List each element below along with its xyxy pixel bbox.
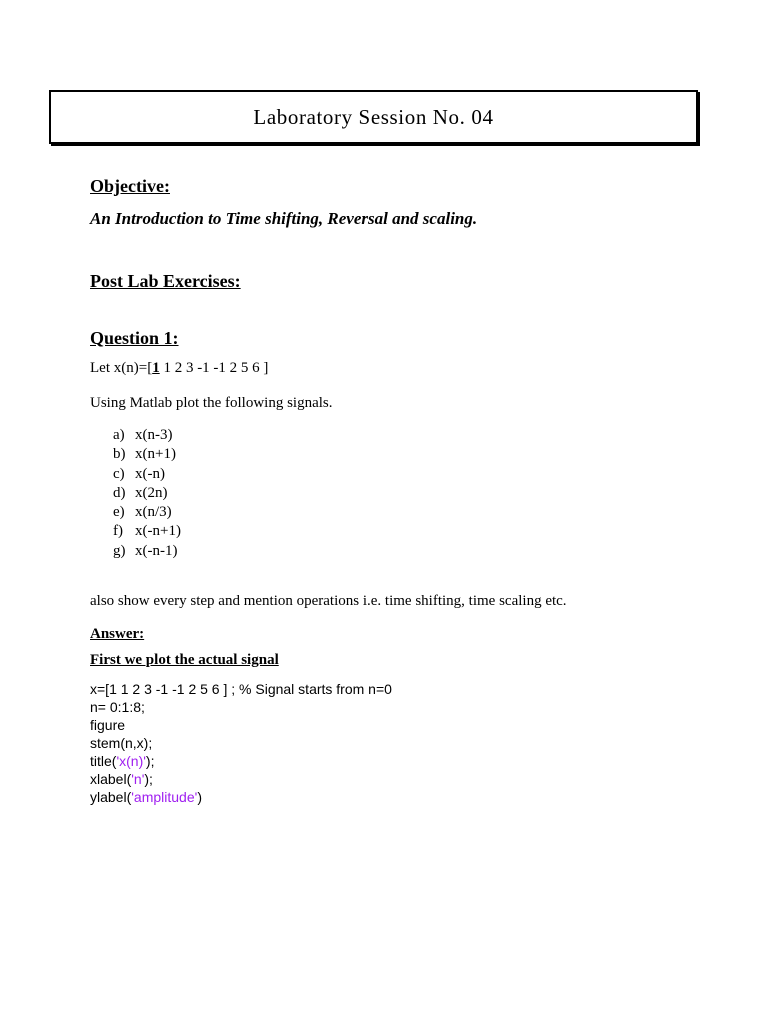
code-line: [90, 752, 392, 770]
code-line: figure: [90, 717, 126, 733]
list-item-text: x(n-3): [135, 427, 173, 443]
code-line: [90, 788, 392, 806]
code-line: [90, 770, 392, 788]
code-text: ylabel(: [90, 789, 132, 805]
page-title: Laboratory Session No. 04: [253, 104, 494, 129]
code-line: stem(n,x);: [90, 735, 153, 751]
note-text: also show every step and mention operations i.e. time shifting, time scaling etc.: [90, 593, 567, 609]
list-marker: c): [113, 465, 125, 482]
list-item-text: x(n/3): [135, 504, 172, 521]
list-item: [113, 445, 181, 464]
code-line: x=[1 1 2 3 -1 -1 2 5 6 ] ; % Signal starts from n=0: [90, 681, 392, 697]
answer-subheading: First we plot the actual signal: [90, 652, 279, 668]
list-marker: g): [113, 542, 126, 559]
question-heading: Question 1:: [90, 328, 179, 348]
objective-heading: Objective:: [90, 176, 170, 196]
objective-text: An Introduction to Time shifting, Reversal and scaling.: [90, 209, 478, 228]
signal-list: [113, 426, 181, 561]
code-text: );: [145, 753, 155, 769]
list-item-text: x(2n): [135, 484, 168, 501]
code-line: n= 0:1:8;: [90, 699, 145, 715]
list-item-text: x(-n+1): [135, 523, 181, 540]
code-text: );: [144, 771, 153, 787]
signal-definition-prefix: Let x(n)=[: [90, 360, 153, 376]
list-marker: b): [113, 446, 126, 463]
list-item: [113, 426, 181, 445]
list-item: [113, 503, 181, 522]
signal-definition: [90, 359, 268, 378]
list-marker: d): [113, 484, 126, 501]
list-item: [113, 465, 181, 484]
code-string: 'n': [131, 771, 145, 787]
code-text: xlabel(: [90, 771, 132, 787]
code-block: [90, 680, 392, 806]
list-item: [113, 542, 181, 561]
list-item-text: x(-n): [135, 465, 165, 482]
signal-origin-sample: 1: [152, 360, 160, 376]
list-marker: f): [113, 523, 123, 540]
answer-heading: Answer:: [90, 626, 145, 642]
list-marker: a): [113, 427, 125, 443]
title-box: [49, 90, 698, 144]
list-marker: e): [113, 504, 125, 521]
list-item: [113, 484, 181, 503]
list-item: [113, 522, 181, 541]
list-item-text: x(n+1): [135, 446, 176, 463]
post-lab-heading: Post Lab Exercises:: [90, 271, 241, 291]
signal-definition-rest: 1 2 3 -1 -1 2 5 6 ]: [159, 360, 269, 376]
code-text: title(: [90, 753, 117, 769]
code-string: 'x(n)': [116, 753, 146, 769]
code-string: 'amplitude': [131, 789, 198, 805]
list-item-text: x(-n-1): [135, 542, 178, 559]
instruction-text: Using Matlab plot the following signals.: [90, 395, 333, 411]
code-text: ): [197, 789, 202, 805]
